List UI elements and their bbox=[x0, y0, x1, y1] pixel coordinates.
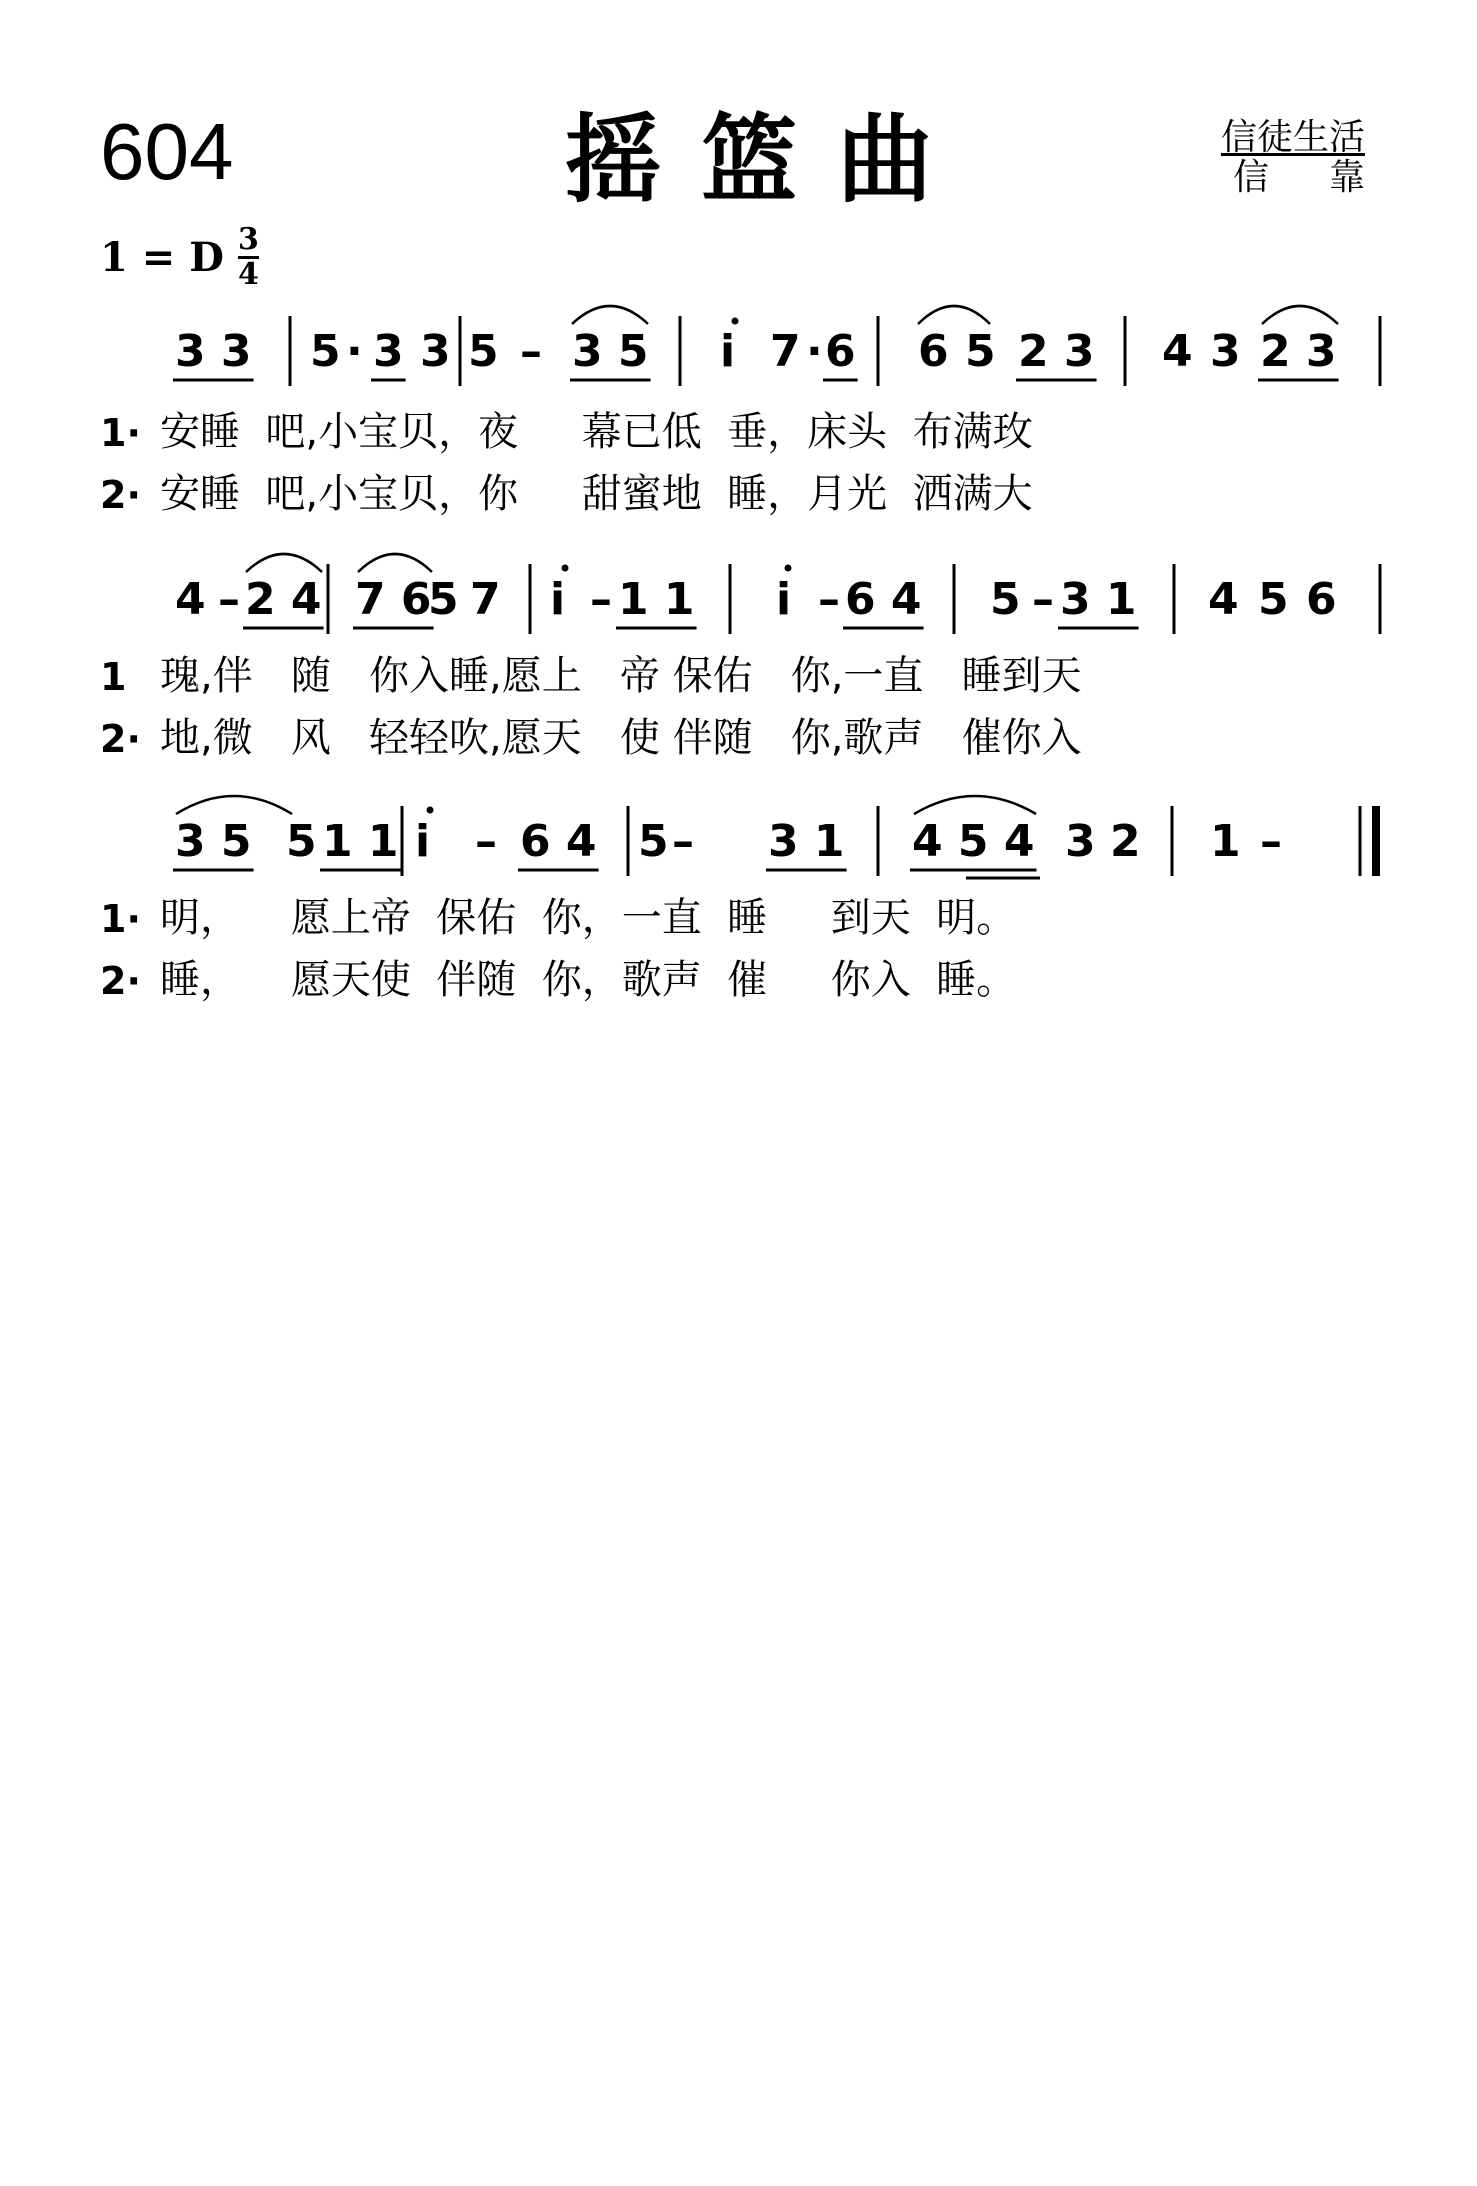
note-1-10: 7 bbox=[770, 326, 801, 377]
verse-number-1-2: 2· bbox=[100, 473, 141, 517]
slur-3-2 bbox=[914, 796, 1036, 814]
note-1-9: i bbox=[720, 326, 736, 377]
note-1-1: 3 3 bbox=[175, 326, 252, 377]
time-signature-numerator: 3 bbox=[238, 222, 259, 257]
key-signature: 1 = D bbox=[100, 234, 224, 281]
note-1-16: 4 bbox=[1162, 326, 1193, 377]
lyrics-line-3-1: 明， 愿上帝 保佑 你，一直 睡 到天 明。 bbox=[160, 895, 1017, 941]
note-2-11: – bbox=[818, 574, 840, 625]
note-2-12: 6 4 bbox=[845, 574, 922, 625]
note-3-10: 4 5 4 bbox=[912, 816, 1035, 867]
credit-author: 信靠 bbox=[1232, 157, 1425, 198]
note-2-14: – bbox=[1032, 574, 1054, 625]
slur-2-2 bbox=[358, 554, 432, 572]
octave-dot-2-1 bbox=[562, 565, 569, 572]
note-3-4: i bbox=[415, 816, 431, 867]
note-3-7: 5 bbox=[638, 816, 669, 867]
note-3-6: 6 4 bbox=[520, 816, 597, 867]
note-2-8: – bbox=[590, 574, 612, 625]
note-1-12: 6 bbox=[825, 326, 856, 377]
note-1-11: · bbox=[806, 326, 823, 377]
note-2-7: i bbox=[550, 574, 566, 625]
note-2-18: 6 bbox=[1306, 574, 1337, 625]
note-1-2: 5 bbox=[310, 326, 341, 377]
note-2-5: 5 bbox=[428, 574, 459, 625]
note-2-10: i bbox=[776, 574, 792, 625]
note-3-13: 1 bbox=[1210, 816, 1241, 867]
verse-number-3-1: 1· bbox=[100, 897, 141, 941]
note-2-3: 2 4 bbox=[245, 574, 322, 625]
note-3-5: – bbox=[475, 816, 497, 867]
note-1-8: 3 5 bbox=[572, 326, 649, 377]
note-3-1: 3 5 bbox=[175, 816, 252, 867]
lyrics-line-2-1: 瑰,伴 随 你入睡,愿上 帝 保佑 你,一直 睡到天 bbox=[160, 653, 1082, 699]
lyrics-line-3-2: 睡， 愿天使 伴随 你，歌声 催 你入 睡。 bbox=[160, 957, 1017, 1003]
octave-dot-3-1 bbox=[427, 807, 434, 814]
note-1-5: 3 bbox=[420, 326, 451, 377]
note-2-4: 7 6 bbox=[355, 574, 432, 625]
note-1-13: 6 bbox=[918, 326, 949, 377]
song-number: 604 bbox=[100, 107, 234, 196]
note-3-9: 3 1 bbox=[768, 816, 845, 867]
note-1-18: 2 3 bbox=[1260, 326, 1337, 377]
note-1-15: 2 3 bbox=[1018, 326, 1095, 377]
slur-1-3 bbox=[1262, 306, 1338, 324]
note-3-8: – bbox=[672, 816, 694, 867]
note-1-3: · bbox=[346, 326, 363, 377]
octave-dot-2-2 bbox=[785, 565, 792, 572]
note-3-11: 3 bbox=[1065, 816, 1096, 867]
song-title: 摇篮曲 bbox=[565, 104, 973, 216]
note-2-13: 5 bbox=[990, 574, 1021, 625]
slur-1-1 bbox=[572, 306, 648, 324]
note-1-4: 3 bbox=[373, 326, 404, 377]
slur-1-2 bbox=[918, 306, 990, 324]
note-3-2: 5 bbox=[286, 816, 317, 867]
note-2-6: 7 bbox=[470, 574, 501, 625]
verse-number-2-1: 1 bbox=[100, 655, 127, 699]
note-1-14: 5 bbox=[965, 326, 996, 377]
note-1-6: 5 bbox=[468, 326, 499, 377]
note-1-7: – bbox=[520, 326, 542, 377]
slur-3-1 bbox=[176, 796, 292, 814]
note-2-16: 4 bbox=[1208, 574, 1239, 625]
note-2-2: – bbox=[218, 574, 240, 625]
time-signature-denominator: 4 bbox=[238, 257, 259, 292]
lyrics-line-1-2: 安睡 吧,小宝贝，你 甜蜜地 睡，月光 洒满大 bbox=[160, 471, 1033, 517]
note-2-9: 1 1 bbox=[618, 574, 695, 625]
lyrics-line-2-2: 地,微 风 轻轻吹,愿天 使 伴随 你,歌声 催你入 bbox=[160, 715, 1082, 761]
note-3-14: – bbox=[1260, 816, 1282, 867]
lyrics-line-1-1: 安睡 吧,小宝贝，夜 幕已低 垂，床头 布满玫 bbox=[160, 409, 1033, 455]
note-2-1: 4 bbox=[175, 574, 206, 625]
slur-2-1 bbox=[246, 554, 322, 572]
note-3-3: 1 1 bbox=[322, 816, 399, 867]
verse-number-1-1: 1· bbox=[100, 411, 141, 455]
credit-source: 信徒生活 bbox=[1220, 117, 1365, 158]
note-2-17: 5 bbox=[1258, 574, 1289, 625]
verse-number-3-2: 2· bbox=[100, 959, 141, 1003]
octave-dot-1-1 bbox=[732, 318, 739, 325]
verse-number-2-2: 2· bbox=[100, 717, 141, 761]
note-2-15: 3 1 bbox=[1060, 574, 1137, 625]
note-1-17: 3 bbox=[1210, 326, 1241, 377]
note-3-12: 2 bbox=[1110, 816, 1141, 867]
